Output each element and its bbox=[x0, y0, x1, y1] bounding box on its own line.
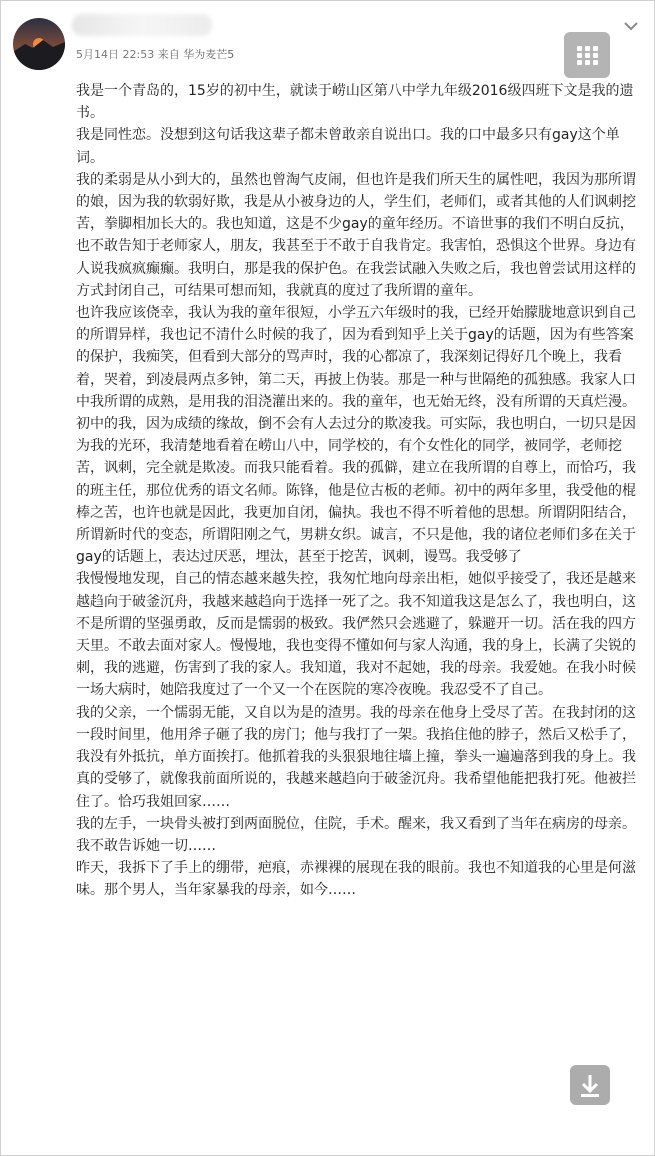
grid-icon[interactable] bbox=[564, 32, 610, 78]
post-paragraph: 我慢慢地发现，自己的情态越来越失控，我匆忙地向母亲出柜，她似乎接受了，我还是越来越趋向于破釜沉舟，我越来越趋向于选择一死了之。我不知道我这是怎么了，我也明白，这不是所谓的坚强勇敢，反而是懦弱的极致。我俨然只会逃避了，躲避开一切。活在我的四方天里。不敢去面对家人。慢慢地，我也变得不懂如何与家人沟通，我的身上，长满了尖锐的刺，我的逃避，伤害到了我的家人。我知道，我对不起她，我的母亲。我爱她。在我小时候一场大病时，她陪我度过了一个又一个在医院的寒冷夜晚。我忍受不了自己。 bbox=[76, 571, 636, 699]
username-redacted bbox=[72, 14, 212, 36]
avatar[interactable] bbox=[13, 18, 65, 70]
post-paragraph: 我是一个青岛的，15岁的初中生，就读于崂山区第八中学九年级2016级四班下文是我的遗书。 bbox=[76, 83, 634, 122]
post-paragraph: 我的父亲，一个懦弱无能，又自以为是的渣男。我的母亲在他身上受尽了苦。在我封闭的这一段时间里，他用斧子砸了我的房门；他与我打了一架。我掐住他的脖子，然后又松手了，我没有外抵抗，单方面挨打。他抓着我的头狠狠地往墙上撞，拳头一遍遍落到我的身上。我真的受够了，就像我前面所说的，我越来越趋向于破釜沉舟。我希望他能把我打死。他被拦住了。恰巧我姐回家…… bbox=[76, 704, 636, 810]
post-paragraph: 也许我应该侥幸，我认为我的童年很短，小学五六年级时的我，已经开始朦胧地意识到自己的所谓异样，我也记不清什么时候的我了，因为看到知乎上关于gay的话题，因为有些答案的保护，我痴笑，但看到大部分的骂声时，我的心都凉了，我深刻记得好几个晚上，我看着，哭着，到凌晨两点多钟，第二天，再披上伪装。那是一种与世隔绝的孤独感。我家人口中我所谓的成熟，是用我的泪浇灌出来的。我的童年，也无始无终，没有所谓的天真烂漫。 bbox=[76, 305, 636, 410]
chevron-down-icon[interactable] bbox=[620, 18, 642, 34]
post-paragraph: 我的左手，一块骨头被打到两面脱位，住院，手术。醒来，我又看到了当年在病房的母亲。我不敢告诉她一切…… bbox=[76, 815, 636, 854]
post-paragraph: 我是同性恋。没想到这句话我这辈子都未曾敢亲自说出口。我的口中最多只有gay这个单词。 bbox=[76, 127, 620, 166]
post-source: 来自 华为麦芒5 bbox=[157, 48, 235, 61]
post-paragraph: 我的柔弱是从小到大的，虽然也曾淘气皮闹，但也许是我们所天生的属性吧，我因为那所谓的娘，因为我的软弱好欺，我是从小被身边的人，学生们，老师们，或者其他的人们讽刺挖苦，拳脚相加长大的。我也知道，这是不少gay的童年经历。不谙世事的我们不明白反抗，也不敢告知于老师家人，朋友，我甚至于不敢于自我肯定。我害怕，恐惧这个世界。身边有人说我疯疯癫癫。我明白，那是我的保护色。在我尝试融入失败之后，我也曾尝试用这样的方式封闭自己，可结果可想而知，我就真的度过了我所谓的童年。 bbox=[76, 171, 636, 299]
post-meta bbox=[76, 46, 234, 62]
post-body bbox=[76, 80, 642, 902]
post-paragraph: 初中的我，因为成绩的缘故，倒不会有人去过分的欺凌我。可实际，我也明白，一切只是因为我的光环，我清楚地看着在崂山八中，同学校的，有个女性化的同学，被同学，老师挖苦，讽刺，完全就是欺凌。而我只能看着。我的孤僻，建立在我所谓的自尊上，而恰巧，我的班主任，那位优秀的语文名师。陈锋，他是位古板的老师。初中的两年多里，我受他的棍棒之苦，也许也就是因此，我更加自闭，偏执。我也不得不听着他的思想。所谓阴阳结合，所谓新时代的变态，所谓阳刚之气，男耕女织。诚言，不只是他，我的诸位老师们多在关于gay的话题上，表达过厌恶，埋汰，甚至于挖苦，讽刺，谩骂。我受够了 bbox=[76, 416, 636, 566]
post-paragraph: 昨天，我拆下了手上的绷带，疤痕，赤裸裸的展现在我的眼前。我也不知道我的心里是何滋味。那个男人，当年家暴我的母亲，如今…… bbox=[76, 860, 636, 899]
post-date: 5月14日 22:53 bbox=[76, 48, 155, 61]
download-icon[interactable] bbox=[570, 1065, 610, 1105]
